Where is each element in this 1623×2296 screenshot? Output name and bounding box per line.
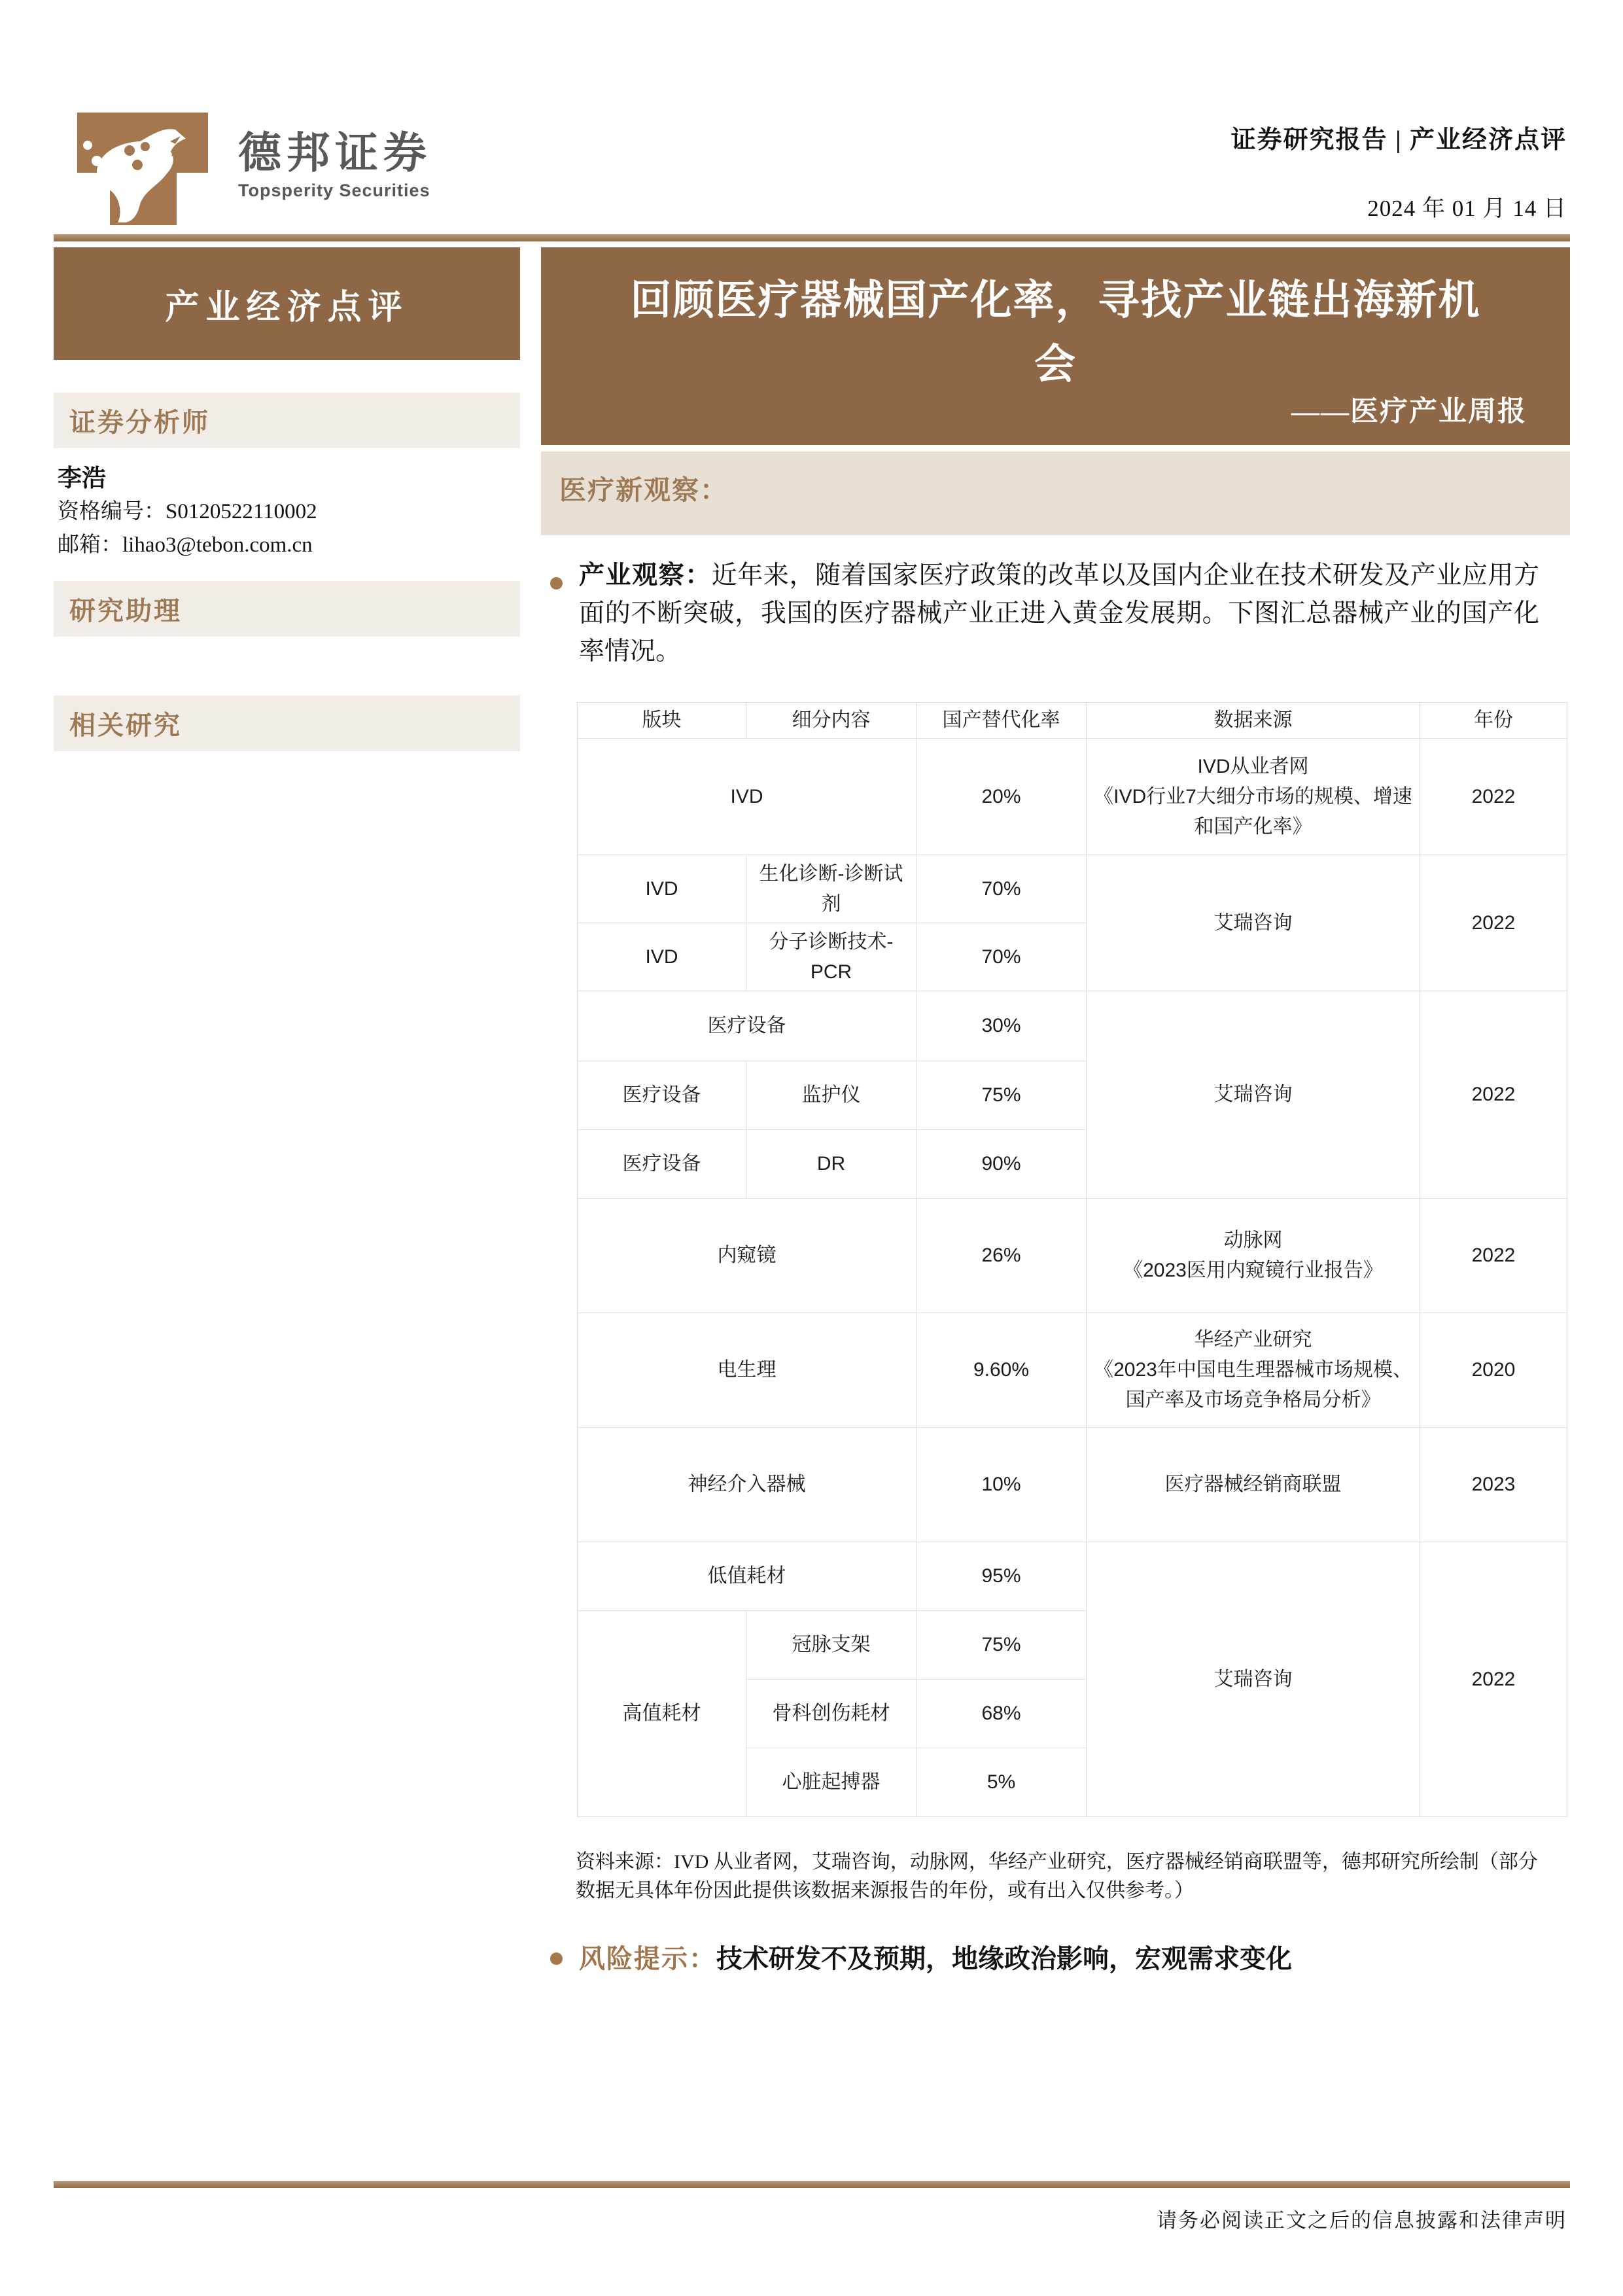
leopard-logo-icon	[77, 113, 208, 228]
table-row-lowvalue	[578, 1542, 1567, 1611]
col-header-source: 数据来源	[1087, 703, 1420, 739]
source-line: 《2023年中国电生理器械市场规模、国产率及市场竞争格局分析》	[1094, 1359, 1412, 1411]
cell-endoscope-year: 2022	[1420, 1199, 1567, 1313]
report-title: 回顾医疗器械国产化率，寻找产业链出海新机会	[630, 277, 1481, 387]
category-box: 产业经济点评	[54, 247, 520, 360]
cert-value: S0120522110002	[166, 500, 317, 523]
cell-dr-sector: 医疗设备	[578, 1130, 746, 1199]
cell-neuro-year: 2023	[1420, 1428, 1567, 1542]
observation-label: 产业观察：	[579, 561, 712, 590]
email-label: 邮箱：	[58, 533, 122, 557]
cell-monitor-sector: 医疗设备	[578, 1061, 746, 1130]
analyst-email-line	[58, 527, 313, 558]
cell-endoscope-label: 内窥镜	[578, 1199, 916, 1313]
section-band	[541, 451, 1570, 535]
cell-device-rate: 30%	[916, 991, 1087, 1061]
col-header-rate: 国产替代化率	[916, 703, 1087, 739]
cell-biochem-sector: IVD	[578, 855, 746, 923]
cell-ivd-sector: IVD	[578, 739, 916, 855]
observation-paragraph	[579, 557, 1539, 671]
cell-group1-source: 艾瑞咨询	[1087, 855, 1420, 991]
section-band-label: 医疗新观察：	[559, 475, 728, 505]
report-type: 证券研究报告 | 产业经济点评	[1230, 126, 1567, 154]
cell-ep-source	[1087, 1313, 1420, 1428]
cell-pacemaker-rate: 5%	[916, 1748, 1087, 1817]
brand-name: 德邦证券	[238, 128, 432, 177]
source-line: 动脉网	[1223, 1229, 1283, 1251]
analyst-heading-band: 证券分析师	[54, 393, 520, 448]
bullet-icon	[550, 577, 563, 590]
cell-neuro-source: 医疗器械经销商联盟	[1087, 1428, 1420, 1542]
bullet-icon	[550, 1952, 563, 1965]
cell-stent-rate: 75%	[916, 1611, 1087, 1680]
cell-endoscope-rate: 26%	[916, 1199, 1087, 1313]
source-line: 《2023医用内窥镜行业报告》	[1123, 1260, 1383, 1281]
risk-paragraph	[579, 1938, 1292, 1975]
brand-logo	[77, 113, 432, 228]
cell-group3-source: 艾瑞咨询	[1087, 1542, 1420, 1817]
report-date: 2024 年 01 月 14 日	[1367, 196, 1567, 221]
col-header-detail: 细分内容	[746, 703, 916, 739]
cell-lowvalue-label: 低值耗材	[578, 1542, 916, 1611]
cell-pacemaker-detail: 心脏起搏器	[746, 1748, 916, 1817]
localization-table	[577, 702, 1567, 1817]
cell-neuro-label: 神经介入器械	[578, 1428, 916, 1542]
brand-name-block	[238, 113, 432, 201]
cell-group2-year: 2022	[1420, 991, 1567, 1199]
table-row-ivd	[578, 739, 1567, 855]
cell-lowvalue-rate: 95%	[916, 1542, 1087, 1611]
cell-ortho-detail: 骨科创伤耗材	[746, 1680, 916, 1748]
table-header-row	[578, 703, 1567, 739]
cell-biochem-detail: 生化诊断-诊断试剂	[746, 855, 916, 923]
cell-dr-rate: 90%	[916, 1130, 1087, 1199]
related-heading-band: 相关研究	[54, 696, 520, 751]
assistant-heading-band: 研究助理	[54, 581, 520, 637]
cell-ivd-year: 2022	[1420, 739, 1567, 855]
header-meta	[1231, 119, 1567, 223]
cell-stent-detail: 冠脉支架	[746, 1611, 916, 1680]
cell-dr-detail: DR	[746, 1130, 916, 1199]
source-line: 《IVD行业7大细分市场的规模、增速和国产化率》	[1094, 785, 1412, 838]
risk-text: 技术研发不及预期，地缘政治影响，宏观需求变化	[716, 1944, 1292, 1973]
cell-highvalue-label: 高值耗材	[578, 1611, 746, 1817]
source-line: IVD从业者网	[1197, 755, 1309, 777]
cell-ep-rate: 9.60%	[916, 1313, 1087, 1428]
col-header-sector: 版块	[578, 703, 746, 739]
cell-ep-year: 2020	[1420, 1313, 1567, 1428]
risk-label: 风险提示：	[579, 1944, 716, 1973]
analyst-cert-line	[58, 494, 317, 525]
table-row-neuro	[578, 1428, 1567, 1542]
report-subtitle: ——医疗产业周报	[1291, 397, 1527, 427]
brand-subtitle: Topsperity Securities	[238, 181, 430, 200]
col-header-year: 年份	[1420, 703, 1567, 739]
table-row-endoscope	[578, 1199, 1567, 1313]
header-rule	[54, 234, 1570, 241]
analyst-name: 李浩	[58, 465, 106, 492]
cell-device-label: 医疗设备	[578, 991, 916, 1061]
footer-rule	[54, 2181, 1570, 2188]
cell-ivd-rate: 20%	[916, 739, 1087, 855]
cell-group1-year: 2022	[1420, 855, 1567, 991]
cell-pcr-rate: 70%	[916, 923, 1087, 991]
cert-label: 资格编号：	[58, 500, 166, 523]
cell-biochem-rate: 70%	[916, 855, 1087, 923]
cell-endoscope-source	[1087, 1199, 1420, 1313]
footer-disclaimer: 请务必阅读正文之后的信息披露和法律声明	[1157, 2209, 1567, 2232]
table-row-ep	[578, 1313, 1567, 1428]
source-note: 资料来源：IVD 从业者网，艾瑞咨询，动脉网，华经产业研究，医疗器械经销商联盟等，德邦研究所绘制（部分数据无具体年份因此提供该数据来源报告的年份，或有出入仅供参考。）	[576, 1851, 1538, 1901]
cell-monitor-rate: 75%	[916, 1061, 1087, 1130]
cell-ortho-rate: 68%	[916, 1680, 1087, 1748]
table-row-biochem	[578, 855, 1567, 923]
cell-ivd-source	[1087, 739, 1420, 855]
cell-ep-label: 电生理	[578, 1313, 916, 1428]
observation-text: 近年来，随着国家医疗政策的改革以及国内企业在技术研发及产业应用方面的不断突破，我国的医疗器械产业正进入黄金发展期。下图汇总器械产业的国产化率情况。	[579, 561, 1539, 665]
table-row-device	[578, 991, 1567, 1061]
cell-neuro-rate: 10%	[916, 1428, 1087, 1542]
cell-pcr-sector: IVD	[578, 923, 746, 991]
cell-monitor-detail: 监护仪	[746, 1061, 916, 1130]
cell-pcr-detail: 分子诊断技术-PCR	[746, 923, 916, 991]
cell-group2-source: 艾瑞咨询	[1087, 991, 1420, 1199]
source-line: 华经产业研究	[1194, 1329, 1312, 1351]
email-value[interactable]: lihao3@tebon.com.cn	[122, 533, 313, 557]
cell-group3-year: 2022	[1420, 1542, 1567, 1817]
title-box	[541, 247, 1570, 445]
